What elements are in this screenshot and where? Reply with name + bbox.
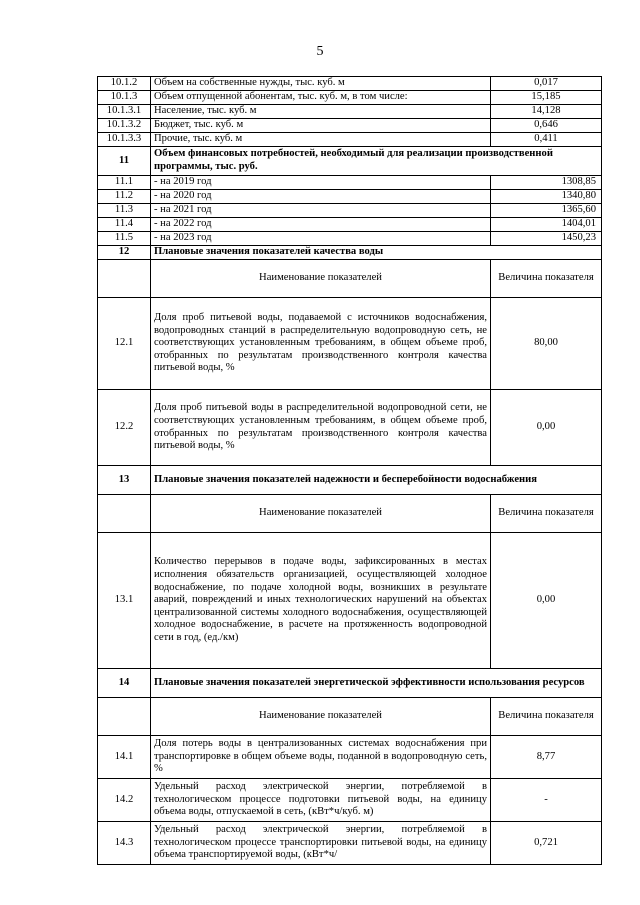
row-text: - на 2019 год bbox=[151, 176, 491, 190]
row-value: 1450,23 bbox=[491, 232, 602, 246]
table-row bbox=[98, 119, 602, 133]
row-text: Объем на собственные нужды, тыс. куб. м bbox=[151, 77, 491, 91]
row-value: 0,721 bbox=[491, 822, 602, 865]
row-number: 12.2 bbox=[98, 390, 151, 466]
row-number: 14.1 bbox=[98, 736, 151, 779]
section-row bbox=[98, 147, 602, 176]
section-title: Плановые значения показателей энергетической эффективности использования ресурсов bbox=[151, 669, 602, 698]
table-row bbox=[98, 133, 602, 147]
header-value: Величина показателя bbox=[491, 260, 602, 298]
row-number: 10.1.2 bbox=[98, 77, 151, 91]
section-title: Плановые значения показателей качества воды bbox=[151, 246, 602, 260]
row-number: 10.1.3 bbox=[98, 91, 151, 105]
section-row bbox=[98, 669, 602, 698]
row-text: Доля потерь воды в централизованных системах водоснабжения при транспортировке в общем объеме воды, поданной в водопроводную сеть, % bbox=[151, 736, 491, 779]
row-number: 11.2 bbox=[98, 190, 151, 204]
row-text: - на 2022 год bbox=[151, 218, 491, 232]
section-row bbox=[98, 466, 602, 495]
page-number: 5 bbox=[316, 44, 324, 59]
row-text: Доля проб питьевой воды, подаваемой с источников водоснабжения, водопроводных станций в распределительную водопроводную сеть, не соответствующих установленным требованиям, в общем объеме проб, отобранных по результатам производственного контроля качества питьевой воды, % bbox=[151, 298, 491, 390]
row-text: - на 2020 год bbox=[151, 190, 491, 204]
row-number: 11.5 bbox=[98, 232, 151, 246]
row-value: 0,017 bbox=[491, 77, 602, 91]
table-row bbox=[98, 105, 602, 119]
row-number: 11.1 bbox=[98, 176, 151, 190]
header-name: Наименование показателей bbox=[151, 260, 491, 298]
header-value: Величина показателя bbox=[491, 698, 602, 736]
row-value: 0,411 bbox=[491, 133, 602, 147]
row-value: 0,00 bbox=[491, 533, 602, 669]
row-value: 0,00 bbox=[491, 390, 602, 466]
row-text: Население, тыс. куб. м bbox=[151, 105, 491, 119]
row-value: 1340,80 bbox=[491, 190, 602, 204]
table-header-row bbox=[98, 495, 602, 533]
table-row bbox=[98, 190, 602, 204]
row-number: 12.1 bbox=[98, 298, 151, 390]
table-row bbox=[98, 736, 602, 779]
header-name: Наименование показателей bbox=[151, 698, 491, 736]
table-row bbox=[98, 176, 602, 190]
section-number: 13 bbox=[98, 466, 151, 495]
row-number: 10.1.3.3 bbox=[98, 133, 151, 147]
table-header-row bbox=[98, 698, 602, 736]
row-text: Удельный расход электрической энергии, потребляемой в технологическом процессе подготовки питьевой воды, на единицу объема воды, отпускаемой в сеть, (кВт*ч/куб. м) bbox=[151, 779, 491, 822]
table-row bbox=[98, 91, 602, 105]
row-number: 13.1 bbox=[98, 533, 151, 669]
row-value: 15,185 bbox=[491, 91, 602, 105]
row-value: - bbox=[491, 779, 602, 822]
row-text: Прочие, тыс. куб. м bbox=[151, 133, 491, 147]
indicators-table bbox=[97, 76, 602, 865]
row-value: 1365,60 bbox=[491, 204, 602, 218]
row-value: 8,77 bbox=[491, 736, 602, 779]
table-row bbox=[98, 533, 602, 669]
row-number: 14.2 bbox=[98, 779, 151, 822]
row-number: 11.4 bbox=[98, 218, 151, 232]
header-value: Величина показателя bbox=[491, 495, 602, 533]
section-number: 11 bbox=[98, 147, 151, 176]
row-number: 11.3 bbox=[98, 204, 151, 218]
row-text: - на 2021 год bbox=[151, 204, 491, 218]
row-text: Количество перерывов в подаче воды, зафиксированных в местах исполнения обязательств организацией, осуществляющей холодное водоснабжение, по подаче холодной воды, возникших в результате аварий, повреждений и иных технологических нарушений на объектах централизованной системы холодного водоснабжения, осуществляющей холодное водоснабжение, в расчете на протяженность водопроводной сети в год, (ед./км) bbox=[151, 533, 491, 669]
section-title: Плановые значения показателей надежности и бесперебойности водоснабжения bbox=[151, 466, 602, 495]
table-row bbox=[98, 390, 602, 466]
row-text: Доля проб питьевой воды в распределительной водопроводной сети, не соответствующих установленным требованиям, в общем объеме проб, отобранных по результатам производственного контроля качества питьевой воды, % bbox=[151, 390, 491, 466]
row-value: 14,128 bbox=[491, 105, 602, 119]
row-text: - на 2023 год bbox=[151, 232, 491, 246]
table-row bbox=[98, 218, 602, 232]
table-row bbox=[98, 298, 602, 390]
row-value: 1404,01 bbox=[491, 218, 602, 232]
table-row bbox=[98, 77, 602, 91]
row-text: Бюджет, тыс. куб. м bbox=[151, 119, 491, 133]
row-number: 10.1.3.1 bbox=[98, 105, 151, 119]
row-value: 1308,85 bbox=[491, 176, 602, 190]
table-row bbox=[98, 232, 602, 246]
table-header-row bbox=[98, 260, 602, 298]
row-text: Объем отпущенной абонентам, тыс. куб. м, в том числе: bbox=[151, 91, 491, 105]
row-value: 0,646 bbox=[491, 119, 602, 133]
row-number: 14.3 bbox=[98, 822, 151, 865]
row-value: 80,00 bbox=[491, 298, 602, 390]
row-number: 10.1.3.2 bbox=[98, 119, 151, 133]
section-row bbox=[98, 246, 602, 260]
table-row bbox=[98, 779, 602, 822]
row-text: Удельный расход электрической энергии, потребляемой в технологическом процессе транспортировки питьевой воды, на единицу объема транспортируемой воды, (кВт*ч/ bbox=[151, 822, 491, 865]
section-title: Объем финансовых потребностей, необходимый для реализации производственной программы, тыс. руб. bbox=[151, 147, 602, 176]
section-number: 12 bbox=[98, 246, 151, 260]
table-row bbox=[98, 204, 602, 218]
table-row bbox=[98, 822, 602, 865]
section-number: 14 bbox=[98, 669, 151, 698]
header-name: Наименование показателей bbox=[151, 495, 491, 533]
